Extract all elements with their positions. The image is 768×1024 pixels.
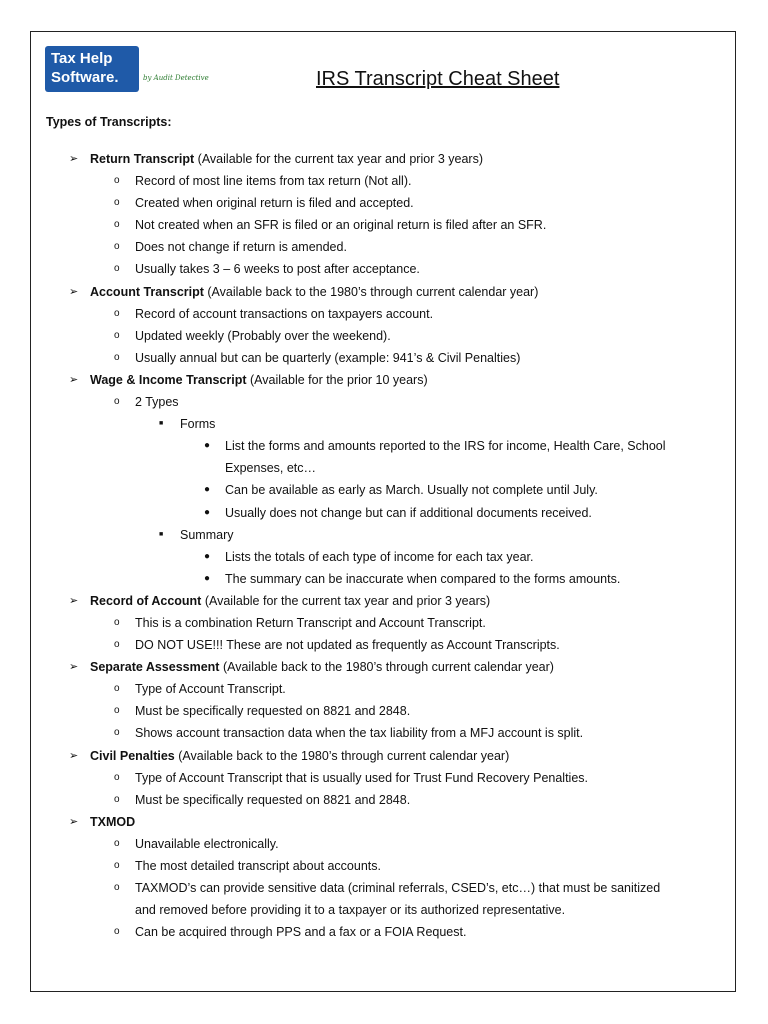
transcript-availability: (Available for the current tax year and prior 3 years) bbox=[201, 593, 491, 608]
circle-bullet-icon: o bbox=[114, 329, 120, 341]
type-label-item: ■ Forms bbox=[31, 413, 735, 435]
arrow-bullet-icon: ➢ bbox=[69, 749, 79, 762]
list-item: ● Usually does not change but can if additional documents received. bbox=[31, 502, 735, 524]
dot-bullet-icon: ● bbox=[204, 440, 211, 452]
circle-bullet-icon: o bbox=[114, 882, 120, 894]
circle-bullet-icon: o bbox=[114, 219, 120, 231]
circle-bullet-icon: o bbox=[114, 351, 120, 363]
arrow-bullet-icon: ➢ bbox=[69, 661, 79, 674]
dot-bullet-icon: ● bbox=[204, 484, 211, 496]
list-item: o Usually takes 3 – 6 weeks to post after acceptance. bbox=[31, 258, 735, 280]
list-item: o Must be specifically requested on 8821 and 2848. bbox=[31, 700, 735, 722]
list-item: o This is a combination Return Transcript and Account Transcript. bbox=[31, 612, 735, 634]
transcript-name: Record of Account bbox=[90, 593, 202, 608]
circle-bullet-icon: o bbox=[114, 175, 120, 187]
list-item: o Usually annual but can be quarterly (example: 941’s & Civil Penalties) bbox=[31, 347, 735, 369]
tax-help-software-logo bbox=[45, 46, 139, 92]
list-item: o Not created when an SFR is filed or an original return is filed after an SFR. bbox=[31, 214, 735, 236]
logo-line-2: Software. bbox=[51, 69, 119, 86]
page-title: IRS Transcript Cheat Sheet bbox=[316, 68, 560, 90]
circle-bullet-icon: o bbox=[114, 860, 120, 871]
dot-bullet-icon: ● bbox=[204, 506, 211, 518]
arrow-bullet-icon: ➢ bbox=[69, 815, 79, 828]
transcript-item bbox=[31, 811, 735, 833]
list-item: o Does not change if return is amended. bbox=[31, 236, 735, 258]
types-heading: Types of Transcripts: bbox=[46, 115, 172, 129]
transcript-name: Civil Penalties bbox=[90, 748, 175, 763]
list-item: o Shows account transaction data when the tax liability from a MFJ account is split. bbox=[31, 722, 735, 744]
transcript-name: Account Transcript bbox=[90, 284, 204, 299]
list-item: o Type of Account Transcript that is usually used for Trust Fund Recovery Penalties. bbox=[31, 767, 735, 789]
transcript-list bbox=[31, 148, 735, 943]
transcript-name: Return Transcript bbox=[90, 152, 195, 166]
dot-bullet-icon: ● bbox=[204, 550, 211, 562]
circle-bullet-icon: o bbox=[114, 683, 120, 695]
arrow-bullet-icon: ➢ bbox=[69, 285, 79, 298]
transcript-availability: (Available back to the 1980’s through current calendar year) bbox=[219, 660, 554, 675]
transcript-item bbox=[31, 369, 735, 391]
list-item: o Updated weekly (Probably over the weekend). bbox=[31, 325, 735, 347]
logo-line-1: Tax Help bbox=[51, 50, 113, 67]
transcript-name: Separate Assessment bbox=[90, 660, 220, 675]
transcript-item bbox=[31, 656, 735, 678]
circle-bullet-icon: o bbox=[114, 396, 120, 408]
dot-bullet-icon: ● bbox=[204, 572, 211, 584]
list-item: o The most detailed transcript about accounts. bbox=[31, 855, 735, 877]
circle-bullet-icon: o bbox=[114, 793, 120, 805]
list-item: o Record of account transactions on taxpayers account. bbox=[31, 303, 735, 325]
circle-bullet-icon: o bbox=[114, 616, 120, 628]
list-item: o Type of Account Transcript. bbox=[31, 678, 735, 700]
circle-bullet-icon: o bbox=[114, 771, 120, 783]
list-item: o Created when original return is filed and accepted. bbox=[31, 192, 735, 214]
list-item: o Can be acquired through PPS and a fax or a FOIA Request. bbox=[31, 921, 735, 943]
transcript-item bbox=[31, 281, 735, 303]
list-item-continuation: and removed before providing it to a taxpayer or its authorized representative. bbox=[135, 903, 566, 918]
transcript-item bbox=[31, 148, 735, 170]
transcript-item bbox=[31, 590, 735, 612]
transcript-item bbox=[31, 745, 735, 767]
list-item: o DO NOT USE!!! These are not updated as frequently as Account Transcripts. bbox=[31, 634, 735, 656]
transcript-name: TXMOD bbox=[90, 814, 136, 829]
document-page bbox=[30, 31, 736, 992]
square-bullet-icon: ■ bbox=[159, 420, 164, 428]
list-item: o Unavailable electronically. bbox=[31, 833, 735, 855]
arrow-bullet-icon: ➢ bbox=[69, 153, 79, 165]
transcript-availability: (Available for the current tax year and prior 3 years) bbox=[194, 152, 483, 166]
logo-tagline: by Audit Detective bbox=[143, 74, 209, 82]
list-item: o 2 Types bbox=[31, 391, 735, 413]
list-item-continuation: Expenses, etc… bbox=[225, 461, 317, 476]
arrow-bullet-icon: ➢ bbox=[69, 373, 79, 386]
list-item: o Record of most line items from tax return (Not all). bbox=[31, 170, 735, 192]
transcript-availability: (Available for the prior 10 years) bbox=[246, 372, 428, 387]
circle-bullet-icon: o bbox=[114, 263, 120, 275]
circle-bullet-icon: o bbox=[114, 705, 120, 717]
list-item: o TAXMOD’s can provide sensitive data (criminal referrals, CSED’s, etc…) that must be sanitized bbox=[31, 877, 735, 899]
list-item: ● List the forms and amounts reported to the IRS for income, Health Care, School bbox=[31, 435, 735, 457]
list-item: ● Lists the totals of each type of income for each tax year. bbox=[31, 546, 735, 568]
circle-bullet-icon: o bbox=[114, 837, 120, 849]
transcript-availability: (Available back to the 1980’s through current calendar year) bbox=[203, 284, 539, 299]
circle-bullet-icon: o bbox=[114, 307, 120, 319]
list-item: ● The summary can be inaccurate when compared to the forms amounts. bbox=[31, 568, 735, 590]
circle-bullet-icon: o bbox=[114, 241, 120, 253]
circle-bullet-icon: o bbox=[114, 926, 120, 938]
circle-bullet-icon: o bbox=[114, 727, 120, 739]
list-item: ● Can be available as early as March. Usually not complete until July. bbox=[31, 479, 735, 501]
circle-bullet-icon: o bbox=[114, 639, 120, 651]
list-item: o Must be specifically requested on 8821 and 2848. bbox=[31, 789, 735, 811]
square-bullet-icon: ■ bbox=[159, 530, 164, 538]
type-label-item: ■ Summary bbox=[31, 524, 735, 546]
transcript-name: Wage & Income Transcript bbox=[90, 372, 247, 387]
transcript-availability: (Available back to the 1980’s through current calendar year) bbox=[174, 748, 510, 763]
circle-bullet-icon: o bbox=[114, 197, 120, 209]
arrow-bullet-icon: ➢ bbox=[69, 594, 79, 607]
